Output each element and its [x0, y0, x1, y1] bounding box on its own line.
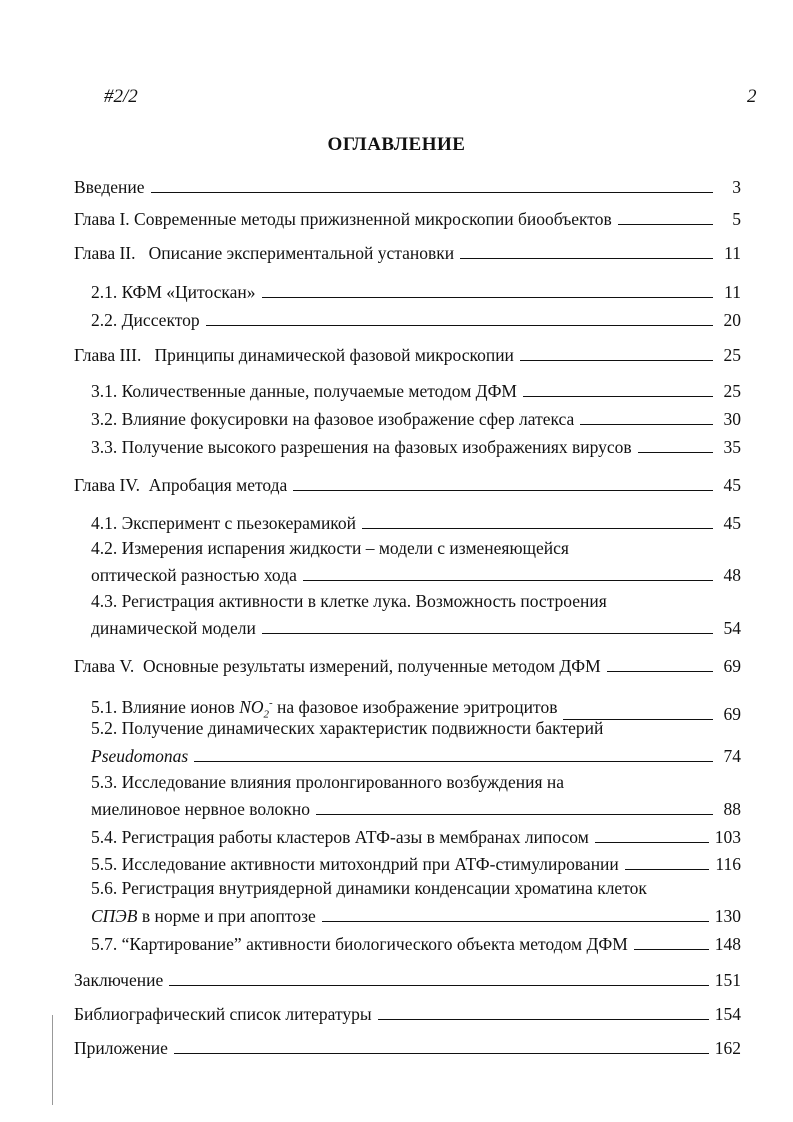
toc-leader	[169, 984, 709, 986]
toc-page-number: 116	[715, 854, 741, 874]
toc-page-number: 162	[714, 1038, 741, 1058]
toc-leader	[595, 841, 709, 843]
toc-entry-text: 5.5. Исследование активности митохондрий при АТФ-стимулировании	[91, 854, 619, 874]
toc-entry-4-1[interactable]	[91, 512, 741, 534]
toc-leader	[638, 451, 713, 453]
toc-entry-5-2[interactable]	[91, 745, 741, 767]
toc-page-number: 69	[723, 704, 741, 725]
toc-leader	[520, 359, 713, 361]
toc-entry-text: Глава II. Описание экспериментальной установки	[74, 243, 455, 263]
toc-leader	[607, 670, 713, 672]
page-header-left: #2/2	[104, 86, 138, 107]
toc-entry-text: Приложение	[74, 1038, 168, 1058]
toc-leader	[618, 223, 713, 225]
toc-leader	[262, 632, 713, 634]
toc-page-number: 35	[723, 437, 741, 457]
formula-subscript: 2	[263, 708, 269, 721]
toc-page-number: 88	[723, 799, 741, 819]
toc-entry-text: динамической модели	[91, 618, 256, 638]
cell-line-name: СПЭВ	[91, 906, 138, 926]
toc-entry-text: 3.3. Получение высокого разрешения на фазовых изображениях вирусов	[91, 437, 632, 457]
toc-entry-chapter-1[interactable]	[74, 208, 741, 230]
toc-leader	[378, 1018, 709, 1020]
toc-entry-5-5[interactable]	[91, 853, 741, 875]
toc-entry-3-2[interactable]	[91, 408, 741, 430]
toc-entry-text: Заключение	[74, 970, 164, 990]
toc-entry-4-2[interactable]	[91, 564, 741, 586]
toc-leader	[316, 813, 713, 815]
toc-entry-text	[91, 745, 188, 767]
toc-entry-5-2-line1: 5.2. Получение динамических характеристик подвижности бактерий	[91, 718, 604, 738]
toc-title: ОГЛАВЛЕНИЕ	[327, 134, 466, 155]
toc-page-number: 11	[724, 282, 741, 302]
toc-entry-text: 5.7. “Картирование” активности биологического объекта методом ДФМ	[91, 934, 628, 954]
toc-leader	[634, 948, 709, 950]
toc-entry-text-part: на фазовое изображение эритроцитов	[272, 696, 558, 717]
toc-entry-text: оптической разностью хода	[91, 565, 297, 585]
toc-page-number: 154	[714, 1004, 741, 1024]
toc-entry-4-3-line1: 4.3. Регистрация активности в клетке лука. Возможность построения	[91, 591, 607, 611]
toc-page-number: 11	[724, 243, 741, 263]
toc-entry-text: 4.1. Эксперимент с пьезокерамикой	[91, 513, 357, 533]
toc-page-number: 151	[714, 970, 741, 990]
toc-leader	[625, 868, 710, 870]
toc-entry-5-6-line1: 5.6. Регистрация внутриядерной динамики конденсации хроматина клеток	[91, 878, 647, 898]
toc-entry-5-3-line1: 5.3. Исследование влияния пролонгированного возбуждения на	[91, 772, 565, 792]
toc-entry-3-3[interactable]	[91, 436, 741, 458]
toc-page-number: 54	[723, 618, 741, 638]
toc-entry-5-4[interactable]	[91, 826, 741, 848]
toc-page-number: 148	[714, 934, 741, 954]
toc-leader	[262, 296, 713, 298]
toc-leader	[303, 579, 713, 581]
toc-leader	[460, 257, 713, 259]
toc-entry-4-2-line1: 4.2. Измерения испарения жидкости – модели с изменеяющейся	[91, 538, 569, 558]
toc-entry-appendix[interactable]	[74, 1037, 741, 1059]
toc-leader	[362, 527, 713, 529]
species-name: Pseudomonas	[91, 746, 189, 766]
toc-entry-bibliography[interactable]	[74, 1003, 741, 1025]
toc-entry-text: Глава V. Основные результаты измерений, полученные методом ДФМ	[74, 656, 601, 676]
toc-entry-text-part: 5.1. Влияние ионов	[91, 696, 240, 717]
toc-page-number: 5	[732, 209, 741, 229]
toc-entry-chapter-2[interactable]	[74, 242, 741, 264]
toc-entry-3-1[interactable]	[91, 380, 741, 402]
toc-leader	[580, 423, 713, 425]
toc-leader	[293, 489, 713, 491]
toc-entry-conclusion[interactable]	[74, 969, 741, 991]
formula: NO	[239, 696, 264, 717]
toc-entry-intro[interactable]	[74, 176, 741, 198]
toc-entry-text: Библиографический список литературы	[74, 1004, 372, 1024]
toc-entry-chapter-5[interactable]	[74, 655, 741, 677]
toc-entry-chapter-3[interactable]	[74, 344, 741, 366]
toc-page-number: 74	[723, 746, 741, 766]
toc-page-number: 69	[723, 656, 741, 676]
toc-page-number: 3	[732, 177, 741, 197]
toc-entry-chapter-4[interactable]	[74, 474, 741, 496]
toc-entry-text: 2.1. КФМ «Цитоскан»	[91, 282, 256, 302]
toc-entry-text: Глава IV. Апробация метода	[74, 475, 288, 495]
scan-margin-line	[52, 1015, 53, 1105]
toc-leader	[523, 395, 713, 397]
toc-entry-text: Глава III. Принципы динамической фазовой микроскопии	[74, 345, 514, 365]
toc-page-number: 25	[723, 381, 741, 401]
toc-entry-text: 5.4. Регистрация работы кластеров АТФ-азы в мембранах липосом	[91, 827, 589, 847]
toc-entry-text: миелиновое нервное волокно	[91, 799, 311, 819]
toc-entry-text: Глава I. Современные методы прижизненной микроскопии биообъектов	[74, 209, 612, 229]
toc-entry-4-3[interactable]	[91, 617, 741, 639]
toc-page-number: 45	[723, 513, 741, 533]
toc-page-number: 48	[723, 565, 741, 585]
toc-page-number: 130	[714, 906, 741, 926]
toc-leader	[194, 760, 713, 762]
toc-leader	[206, 324, 713, 326]
toc-page-number: 30	[723, 409, 741, 429]
toc-entry-text: 3.1. Количественные данные, получаемые методом ДФМ	[91, 381, 517, 401]
formula-superscript: -	[269, 697, 273, 709]
toc-entry-text: 2.2. Диссектор	[91, 310, 200, 330]
toc-leader	[174, 1052, 709, 1054]
toc-page-number: 20	[723, 310, 741, 330]
toc-entry-text: Введение	[74, 177, 145, 197]
toc-page-number: 25	[723, 345, 741, 365]
toc-entry-text-part: в норме и при апоптозе	[137, 906, 316, 926]
toc-entry-2-1[interactable]	[91, 281, 741, 303]
toc-leader	[151, 191, 713, 193]
toc-entry-5-7[interactable]	[91, 933, 741, 955]
toc-page-number: 103	[714, 827, 741, 847]
toc-entry-5-6[interactable]	[91, 905, 741, 927]
toc-entry-2-2[interactable]	[91, 309, 741, 331]
toc-entry-text	[91, 905, 316, 927]
toc-entry-text: 3.2. Влияние фокусировки на фазовое изображение сфер латекса	[91, 409, 575, 429]
toc-leader	[322, 920, 709, 922]
toc-page-number: 45	[723, 475, 741, 495]
page-number: 2	[747, 86, 757, 107]
toc-entry-5-3[interactable]	[91, 798, 741, 820]
